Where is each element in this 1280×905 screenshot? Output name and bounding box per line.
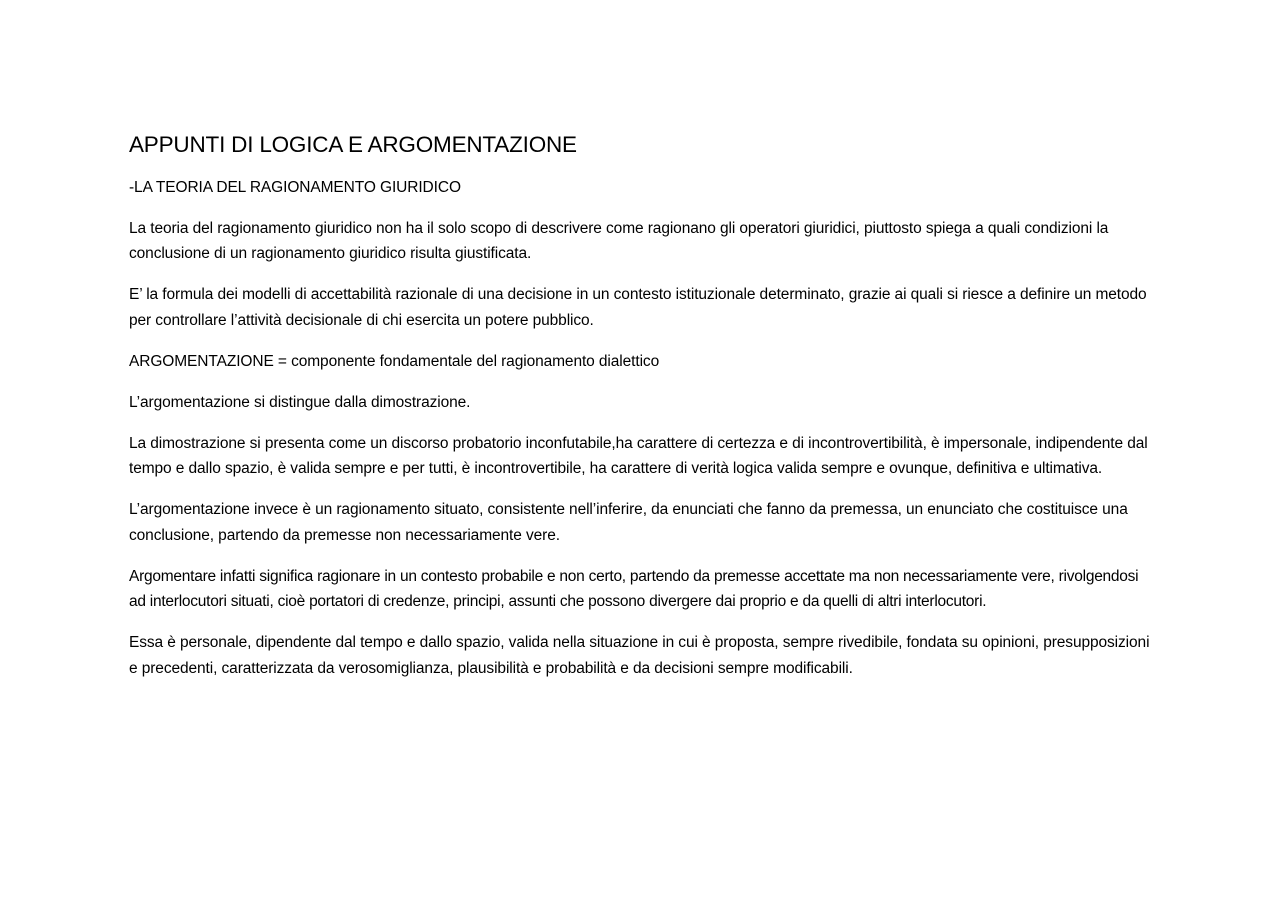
paragraph-caratteristiche: Essa è personale, dipendente dal tempo e dallo spazio, valida nella situazione in cui è proposta, sempre rivedibile, fondata su opinioni, presupposizioni e precedenti, caratterizzata da verosomiglianza, plausibilità e probabilità e da decisioni sempre modificabili.	[129, 634, 1150, 677]
document-title: APPUNTI DI LOGICA E ARGOMENTAZIONE	[129, 132, 577, 157]
paragraph-formula: E’ la formula dei modelli di accettabilità razionale di una decisione in un contesto istituzionale determinato, grazie ai quali si riesce a definire un metodo per controllare l’attività decisionale di chi esercita un potere pubblico.	[129, 286, 1147, 329]
paragraph-dimostrazione: La dimostrazione si presenta come un discorso probatorio inconfutabile,ha carattere di certezza e di incontrovertibilità, è impersonale, indipendente dal tempo e dallo spazio, è valida sempre e per tutti, è incontrovertibile, ha carattere di verità logica valida sempre e ovunque, definitiva e ultimativa.	[129, 434, 1148, 477]
paragraph-argomentare: Argomentare infatti significa ragionare in un contesto probabile e non certo, partendo da premesse accettate ma non necessariamente vere, rivolgendosi ad interlocutori situati, cioè portatori di credenze, principi, assunti che possono divergere dai proprio e da quelli di altri interlocutori.	[129, 567, 1139, 610]
section-heading: -LA TEORIA DEL RAGIONAMENTO GIURIDICO	[129, 179, 461, 196]
paragraph-argomentazione-situata: L’argomentazione invece è un ragionamento situato, consistente nell’inferire, da enunciati che fanno da premessa, un enunciato che costituisce una conclusione, partendo da premesse non necessariamente vere.	[129, 501, 1128, 544]
paragraph-argomentazione-definizione: ARGOMENTAZIONE = componente fondamentale del ragionamento dialettico	[129, 352, 660, 370]
document-body	[129, 131, 1159, 697]
paragraph-teoria: La teoria del ragionamento giuridico non ha il solo scopo di descrivere come ragionano gli operatori giuridici, piuttosto spiega a quali condizioni la conclusione di un ragionamento giuridico risulta giustificata.	[129, 219, 1109, 262]
paragraph-distinzione: L’argomentazione si distingue dalla dimostrazione.	[129, 393, 471, 411]
